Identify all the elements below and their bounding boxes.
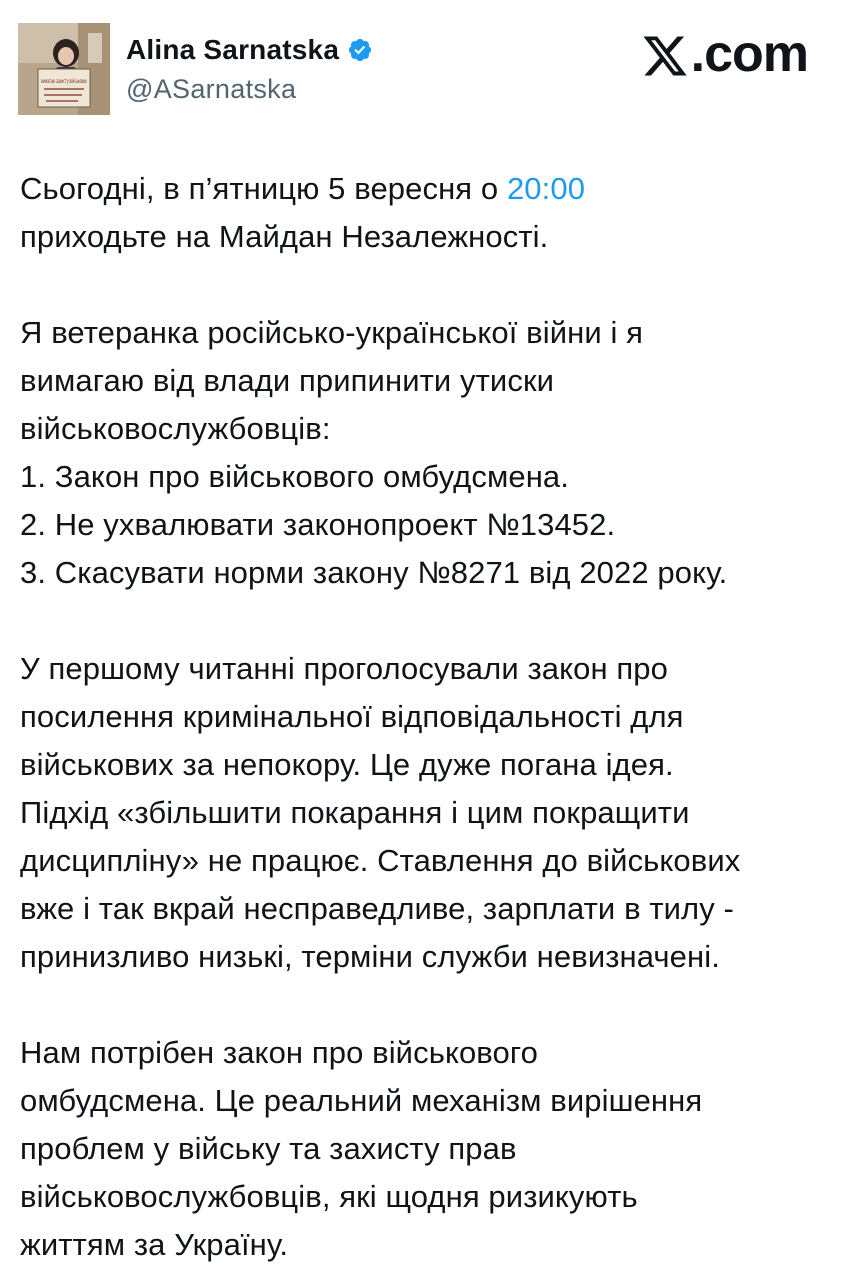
verified-badge-icon [347, 37, 373, 63]
display-name[interactable]: Alina Sarnatska [126, 34, 340, 65]
tweet-line: вже і так вкрай несправедливе, зарплати в тилу - [20, 891, 734, 926]
display-name-row [126, 32, 373, 68]
demand-item-3: 3. Скасувати норми закону №8271 від 2022 року. [20, 555, 728, 590]
demand-item-2: 2. Не ухвалювати законопроект №13452. [20, 507, 616, 542]
tweet-header [0, 0, 852, 130]
user-handle[interactable]: @ASarnatska [126, 74, 297, 104]
x-logo-icon [641, 32, 689, 80]
tweet-line: У першому читанні проголосували закон про [20, 651, 668, 686]
tweet-line: дисципліну» не працює. Ставлення до військових [20, 843, 741, 878]
avatar-sign-text: вимагаю захисту військових [41, 78, 88, 85]
tweet-line: військових за непокору. Це дуже погана ідея. [20, 747, 674, 782]
brand-domain: .com [690, 25, 808, 83]
tweet-line: проблем у війську та захисту прав [20, 1131, 517, 1166]
tweet-line: принизливо низькі, терміни служби невизначені. [20, 939, 720, 974]
tweet-line: Я ветеранка російсько-української війни і я [20, 315, 644, 350]
tweet-paragraph-2 [20, 309, 840, 597]
tweet-line: Підхід «збільшити покарання і цим покращити [20, 795, 690, 830]
tweet-line: вимагаю від влади припинити утиски [20, 363, 555, 398]
tweet-line: військовослужбовців, які щодня ризикують [20, 1179, 638, 1214]
tweet-text-segment: Сьогодні, в п’ятницю 5 вересня о [20, 171, 507, 206]
tweet-paragraph-4 [20, 1029, 840, 1269]
tweet-paragraph-1 [20, 165, 840, 261]
tweet-line: приходьте на Майдан Незалежності. [20, 219, 549, 254]
demand-item-1: 1. Закон про військового омбудсмена. [20, 459, 569, 494]
avatar-photo [18, 23, 110, 115]
tweet-line [20, 165, 840, 213]
tweet-text [20, 165, 840, 1269]
author-names [126, 32, 373, 105]
x-brand-logo [641, 24, 808, 84]
tweet-line: військовослужбовців: [20, 411, 331, 446]
avatar[interactable] [18, 23, 110, 115]
tweet-line: життям за Україну. [20, 1227, 289, 1262]
tweet-line: омбудсмена. Це реальний механізм вирішення [20, 1083, 703, 1118]
time-link[interactable]: 20:00 [506, 171, 586, 206]
tweet-line: посилення кримінальної відповідальності для [20, 699, 684, 734]
tweet-paragraph-3 [20, 645, 840, 981]
tweet-line: Нам потрібен закон про військового [20, 1035, 538, 1070]
